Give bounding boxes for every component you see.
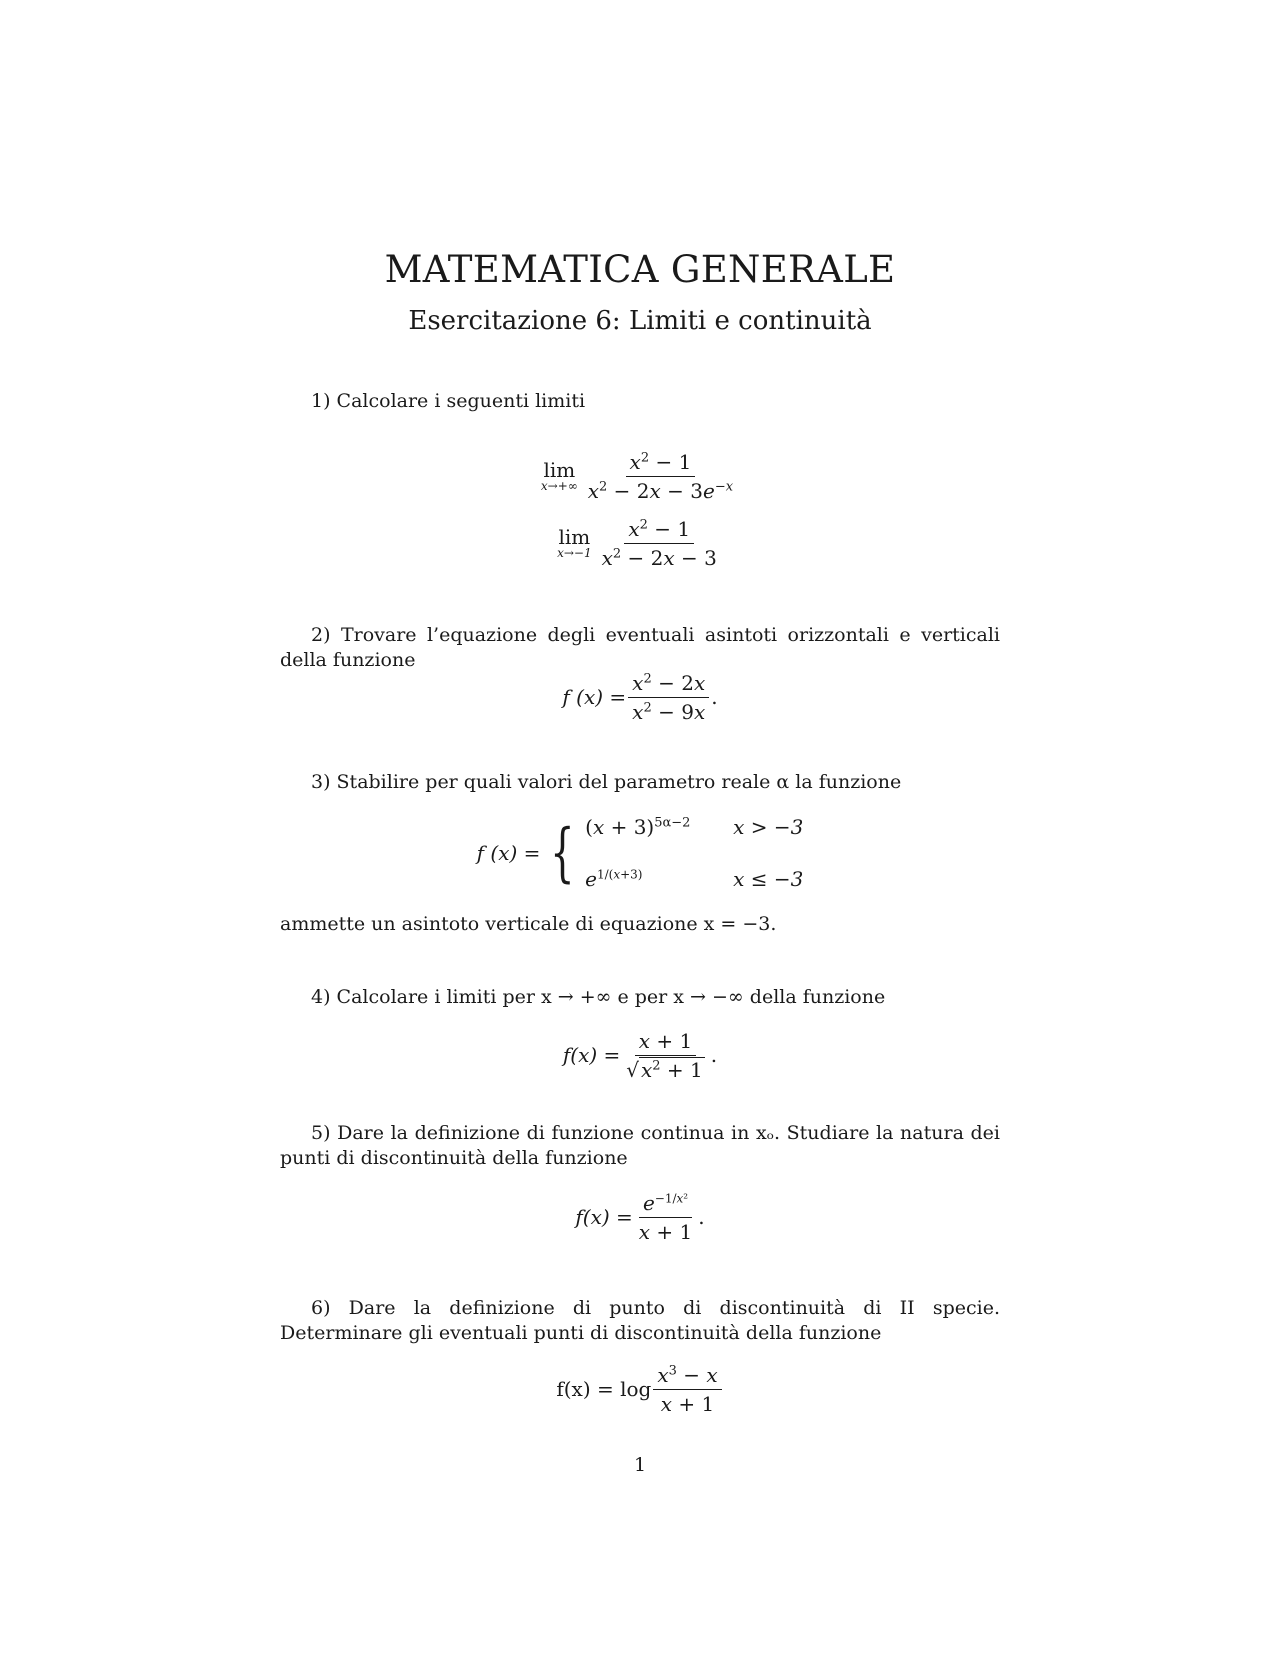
exercise-5-formula: [0, 1184, 1280, 1250]
case-2-condition: x ≤ −3: [733, 867, 804, 891]
limit-operator: [557, 527, 592, 559]
case-1-condition: x > −3: [733, 815, 804, 839]
limit-subscript: x→−1: [557, 546, 592, 560]
exercise-1-limit-1: [0, 446, 1280, 506]
exercise-3-after-text: ammette un asintoto verticale di equazione x = −3.: [280, 913, 777, 935]
limit-subscript: x→+∞: [540, 479, 578, 493]
formula-lhs: f(x) =: [562, 1043, 621, 1067]
case-1: [585, 815, 803, 839]
exercise-3-text: 3) Stabilire per quali valori del parametro reale α la funzione: [311, 771, 902, 793]
formula-fraction: [653, 1363, 721, 1416]
fraction-denominator: x + 1: [638, 1219, 693, 1244]
fraction-numerator: x + 1: [635, 1029, 696, 1056]
limit-fraction: [598, 517, 721, 570]
fraction-numerator: $x^2 - 2x$: [628, 671, 709, 698]
exercise-2-text: 2) Trovare l’equazione degli eventuali asintoti orizzontali e verticali della funzione: [280, 624, 1000, 671]
fraction-numerator: $x^2 - 1$: [626, 450, 696, 477]
fraction-denominator: x + 1: [660, 1391, 715, 1416]
exercise-5-text: 5) Dare la definizione di funzione continua in xₒ. Studiare la natura dei punti di discontinuità della funzione: [280, 1122, 1000, 1169]
case-2-expression: $e^{1/(x+3)}$: [585, 867, 643, 891]
exercise-6-text: 6) Dare la definizione di punto di discontinuità di II specie. Determinare gli eventuali punti di discontinuità della funzione: [280, 1297, 1000, 1344]
fraction-numerator: $x^2 - 1$: [624, 517, 694, 544]
formula-period: .: [698, 1205, 705, 1229]
exercise-6-formula: [0, 1358, 1280, 1420]
fraction-numerator: $x^3 - x$: [653, 1363, 721, 1390]
formula-period: .: [710, 1043, 718, 1067]
formula-lhs: f (x) =: [562, 685, 627, 709]
fraction-denominator: $x^2 - 9x$: [632, 699, 706, 724]
exercise-4-formula: [0, 1023, 1280, 1087]
formula-lhs: f(x) = log: [556, 1377, 652, 1401]
limit-word: lim: [558, 525, 591, 549]
formula-fraction: [628, 671, 709, 724]
fraction-denominator: $x^2 - 2x - 3$: [601, 545, 717, 570]
cases: [585, 815, 803, 891]
left-brace: {: [550, 816, 575, 890]
fraction-denominator: $x^2 - 2x - 3e^{-x}$: [587, 478, 734, 503]
exercise-1-text: 1) Calcolare i seguenti limiti: [311, 390, 586, 412]
formula-lhs: f (x) =: [476, 841, 541, 865]
limit-fraction: [584, 450, 737, 503]
exercise-1-limit-2: [0, 513, 1280, 573]
formula-lhs: f(x) =: [575, 1205, 633, 1229]
fraction-numerator: $e^{-1/x^2}$: [639, 1191, 692, 1218]
formula-period: .: [711, 685, 718, 709]
exercise-4-text: 4) Calcolare i limiti per x → +∞ e per x → −∞ della funzione: [311, 986, 886, 1008]
exercise-2-formula: [0, 667, 1280, 727]
formula-fraction: [635, 1191, 696, 1244]
case-2: [585, 867, 803, 891]
formula-fraction: [622, 1029, 709, 1082]
limit-operator: [541, 460, 578, 492]
page-title: MATEMATICA GENERALE: [384, 248, 896, 291]
exercise-3-piecewise: [0, 808, 1280, 898]
page-number: 1: [633, 1454, 647, 1476]
page-subtitle: Esercitazione 6: Limiti e continuità: [408, 306, 872, 336]
limit-word: lim: [543, 458, 576, 482]
fraction-denominator: √ $x^2 + 1$: [626, 1057, 703, 1082]
case-1-expression: $(x + 3)^{5\alpha-2}$: [585, 815, 691, 839]
